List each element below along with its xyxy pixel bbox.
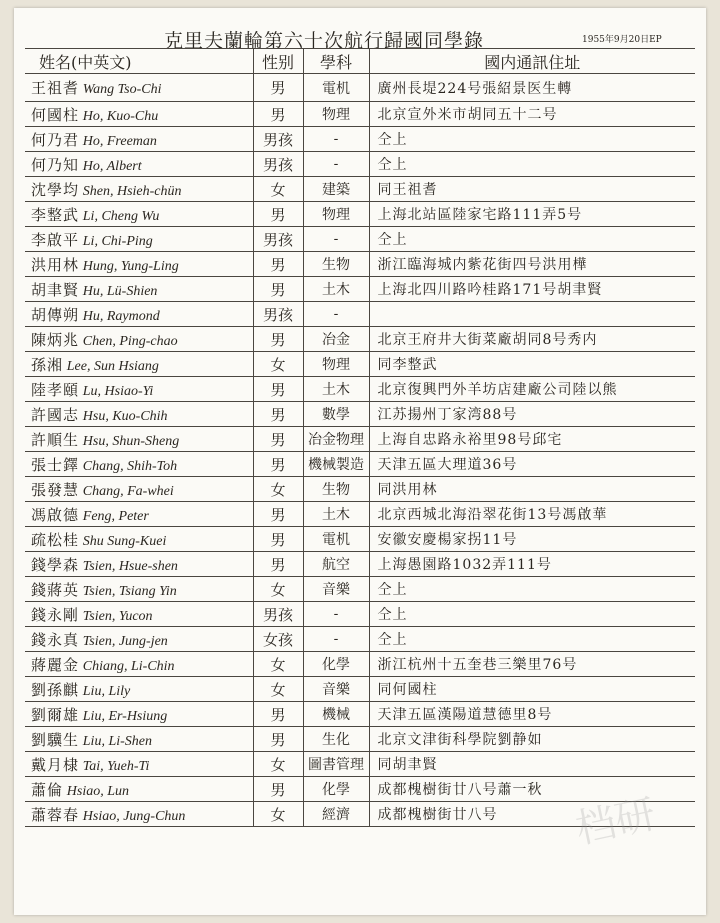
chinese-name: 李整武	[31, 205, 80, 224]
major-cell: -	[303, 127, 369, 152]
column-header-address: 國内通訊住址	[369, 49, 695, 74]
table-row	[25, 727, 695, 752]
major-cell: 物理	[303, 202, 369, 227]
table-row	[25, 752, 695, 777]
sex-cell: 女孩	[253, 627, 303, 652]
major-cell: 生物	[303, 477, 369, 502]
table-row	[25, 227, 695, 252]
name-cell	[25, 377, 253, 402]
sex-cell: 女	[253, 577, 303, 602]
sex-cell: 男孩	[253, 227, 303, 252]
table-row	[25, 627, 695, 652]
romanized-name: Feng, Peter	[82, 508, 149, 524]
document-title: 克里夫蘭輪第六十次航行歸國同學錄	[164, 30, 485, 52]
chinese-name: 張士鐸	[31, 455, 80, 474]
sex-cell: 女	[253, 652, 303, 677]
address-cell: 仝上	[369, 602, 695, 627]
major-cell: 生物	[303, 252, 369, 277]
name-cell	[25, 352, 253, 377]
address-cell: 天津五區大理道36号	[369, 452, 695, 477]
sex-cell: 男	[253, 502, 303, 527]
sex-cell: 男	[253, 427, 303, 452]
roster-table	[25, 48, 695, 827]
chinese-name: 劉爾雄	[31, 705, 80, 724]
romanized-name: Tsien, Yucon	[82, 608, 153, 624]
name-cell	[25, 302, 253, 327]
address-cell: 同王祖耆	[369, 177, 695, 202]
romanized-name: Ho, Freeman	[82, 133, 157, 149]
sex-cell: 男	[253, 102, 303, 127]
name-cell	[25, 502, 253, 527]
major-cell: 音樂	[303, 677, 369, 702]
romanized-name: Ho, Kuo-Chu	[82, 108, 159, 124]
romanized-name: Ho, Albert	[82, 158, 142, 174]
sex-cell: 男孩	[253, 127, 303, 152]
major-cell: 生化	[303, 727, 369, 752]
romanized-name: Hsiao, Lun	[66, 783, 129, 799]
romanized-name: Hu, Raymond	[82, 308, 160, 324]
address-cell: 天津五區漢陽道慧德里8号	[369, 702, 695, 727]
major-cell: 數學	[303, 402, 369, 427]
romanized-name: Chang, Shih-Toh	[82, 458, 178, 474]
chinese-name: 胡傳朔	[31, 305, 80, 324]
sex-cell: 男	[253, 552, 303, 577]
chinese-name: 劉孫麒	[31, 680, 80, 699]
address-cell: 北京復興門外羊坊店建廠公司陸以熊	[369, 377, 695, 402]
sex-cell: 男孩	[253, 302, 303, 327]
column-header-sex: 性别	[253, 49, 303, 74]
major-cell: 物理	[303, 102, 369, 127]
romanized-name: Tai, Yueh-Ti	[82, 758, 150, 774]
name-cell	[25, 702, 253, 727]
sex-cell: 男	[253, 527, 303, 552]
address-cell: 北京西城北海沿翠花街13号馮啟華	[369, 502, 695, 527]
name-cell	[25, 452, 253, 477]
chinese-name: 何乃知	[31, 155, 80, 174]
major-cell: -	[303, 152, 369, 177]
table-row	[25, 652, 695, 677]
table-row	[25, 477, 695, 502]
table-row	[25, 377, 695, 402]
table-row	[25, 527, 695, 552]
name-cell	[25, 202, 253, 227]
name-cell	[25, 777, 253, 802]
romanized-name: Chang, Fa-whei	[82, 483, 174, 499]
name-cell	[25, 527, 253, 552]
table-row	[25, 552, 695, 577]
chinese-name: 許國志	[31, 405, 80, 424]
address-cell: 上海愚園路1032弄111号	[369, 552, 695, 577]
chinese-name: 沈學均	[31, 180, 80, 199]
name-cell	[25, 127, 253, 152]
address-cell	[369, 302, 695, 327]
name-cell	[25, 727, 253, 752]
romanized-name: Tsien, Jung-jen	[82, 633, 168, 649]
sex-cell: 男	[253, 74, 303, 102]
major-cell: 土木	[303, 502, 369, 527]
table-row	[25, 202, 695, 227]
romanized-name: Liu, Er-Hsiung	[82, 708, 168, 724]
table-row	[25, 252, 695, 277]
romanized-name: Li, Cheng Wu	[82, 208, 160, 224]
name-cell	[25, 577, 253, 602]
major-cell: 音樂	[303, 577, 369, 602]
document-date: 1955年9月20日EP	[582, 35, 662, 45]
sex-cell: 女	[253, 752, 303, 777]
address-cell: 廣州長堤224号張紹景医生轉	[369, 74, 695, 102]
major-cell: -	[303, 602, 369, 627]
romanized-name: Hu, Lü-Shien	[82, 283, 158, 299]
major-cell: 土木	[303, 277, 369, 302]
major-cell: 冶金	[303, 327, 369, 352]
name-cell	[25, 627, 253, 652]
chinese-name: 錢永剛	[31, 605, 80, 624]
major-cell: -	[303, 227, 369, 252]
chinese-name: 王祖耆	[31, 79, 80, 97]
address-cell: 成都槐樹街廿八号	[369, 802, 695, 827]
romanized-name: Liu, Li-Shen	[82, 733, 152, 749]
romanized-name: Hung, Yung-Ling	[82, 258, 179, 274]
name-cell	[25, 477, 253, 502]
sex-cell: 男	[253, 777, 303, 802]
address-cell: 仝上	[369, 227, 695, 252]
name-cell	[25, 327, 253, 352]
address-cell: 上海北四川路吟桂路171号胡聿賢	[369, 277, 695, 302]
table-row	[25, 502, 695, 527]
major-cell: 機械製造	[303, 452, 369, 477]
table-row	[25, 177, 695, 202]
romanized-name: Shu Sung-Kuei	[82, 533, 167, 549]
sex-cell: 男	[253, 452, 303, 477]
name-cell	[25, 74, 253, 102]
address-cell: 仝上	[369, 627, 695, 652]
sex-cell: 女	[253, 677, 303, 702]
romanized-name: Hsiao, Jung-Chun	[82, 808, 186, 824]
name-cell	[25, 552, 253, 577]
table-row	[25, 302, 695, 327]
name-cell	[25, 802, 253, 827]
name-cell	[25, 227, 253, 252]
name-cell	[25, 602, 253, 627]
header-row	[25, 49, 695, 74]
address-cell: 北京王府井大街菜廠胡同8号秀内	[369, 327, 695, 352]
name-cell	[25, 252, 253, 277]
major-cell: 機械	[303, 702, 369, 727]
table-row	[25, 152, 695, 177]
romanized-name: Lu, Hsiao-Yi	[82, 383, 154, 399]
table-row	[25, 74, 695, 102]
sex-cell: 女	[253, 352, 303, 377]
major-cell: 圖書管理	[303, 752, 369, 777]
name-cell	[25, 152, 253, 177]
romanized-name: Hsu, Kuo-Chih	[82, 408, 168, 424]
chinese-name: 何國柱	[31, 105, 80, 124]
chinese-name: 孫湘	[31, 355, 64, 374]
table-row	[25, 102, 695, 127]
address-cell: 同何國柱	[369, 677, 695, 702]
sex-cell: 男	[253, 252, 303, 277]
romanized-name: Lee, Sun Hsiang	[66, 358, 159, 374]
chinese-name: 錢學森	[31, 555, 80, 574]
name-cell	[25, 177, 253, 202]
address-cell: 北京宣外米市胡同五十二号	[369, 102, 695, 127]
address-cell: 同胡聿賢	[369, 752, 695, 777]
name-cell	[25, 652, 253, 677]
name-cell	[25, 427, 253, 452]
chinese-name: 劉驥生	[31, 730, 80, 749]
address-cell: 浙江臨海城内紫花街四号洪用樺	[369, 252, 695, 277]
major-cell: 電机	[303, 527, 369, 552]
address-cell: 江苏揚州丁家湾88号	[369, 402, 695, 427]
major-cell: 航空	[303, 552, 369, 577]
table-row	[25, 352, 695, 377]
address-cell: 同洪用林	[369, 477, 695, 502]
chinese-name: 李啟平	[31, 230, 80, 249]
chinese-name: 蔣麗金	[31, 655, 80, 674]
major-cell: 化學	[303, 652, 369, 677]
sex-cell: 男	[253, 277, 303, 302]
major-cell: 物理	[303, 352, 369, 377]
romanized-name: Hsu, Shun-Sheng	[82, 433, 180, 449]
romanized-name: Chen, Ping-chao	[82, 333, 178, 349]
major-cell: 土木	[303, 377, 369, 402]
table-row	[25, 327, 695, 352]
chinese-name: 錢永真	[31, 630, 80, 649]
address-cell: 上海自忠路永裕里98号邱宅	[369, 427, 695, 452]
address-cell: 安徽安慶楊家拐11号	[369, 527, 695, 552]
name-cell	[25, 102, 253, 127]
column-header-name: 姓名(中英文)	[25, 49, 253, 74]
major-cell: 冶金物理	[303, 427, 369, 452]
name-cell	[25, 402, 253, 427]
romanized-name: Shen, Hsieh-chün	[82, 183, 182, 199]
romanized-name: Li, Chi-Ping	[82, 233, 153, 249]
address-cell: 浙江杭州十五奎巷三樂里76号	[369, 652, 695, 677]
chinese-name: 許順生	[31, 430, 80, 449]
chinese-name: 馮啟德	[31, 505, 80, 524]
watermark: 档研	[571, 791, 660, 853]
major-cell: -	[303, 302, 369, 327]
table-row	[25, 427, 695, 452]
name-cell	[25, 752, 253, 777]
table-row	[25, 402, 695, 427]
sex-cell: 男孩	[253, 152, 303, 177]
address-cell: 上海北站區陸家宅路111弄5号	[369, 202, 695, 227]
address-cell: 仝上	[369, 577, 695, 602]
major-cell: -	[303, 627, 369, 652]
address-cell: 同李整武	[369, 352, 695, 377]
address-cell: 仝上	[369, 127, 695, 152]
sex-cell: 男孩	[253, 602, 303, 627]
sex-cell: 男	[253, 702, 303, 727]
sex-cell: 男	[253, 377, 303, 402]
chinese-name: 蕭蓉春	[31, 805, 80, 824]
table-row	[25, 127, 695, 152]
major-cell: 化學	[303, 777, 369, 802]
sex-cell: 男	[253, 402, 303, 427]
table-row	[25, 452, 695, 477]
name-cell	[25, 677, 253, 702]
chinese-name: 蕭倫	[31, 780, 64, 799]
chinese-name: 疏松桂	[31, 530, 80, 549]
address-cell: 北京文津街科學院劉静如	[369, 727, 695, 752]
romanized-name: Chiang, Li-Chin	[82, 658, 175, 674]
name-cell	[25, 277, 253, 302]
table-row	[25, 702, 695, 727]
major-cell: 建築	[303, 177, 369, 202]
address-cell: 仝上	[369, 152, 695, 177]
sex-cell: 男	[253, 727, 303, 752]
roster-body	[25, 74, 695, 827]
chinese-name: 何乃君	[31, 130, 80, 149]
chinese-name: 張發慧	[31, 480, 80, 499]
romanized-name: Tsien, Hsue-shen	[82, 558, 178, 574]
romanized-name: Wang Tso-Chi	[82, 82, 162, 97]
sex-cell: 女	[253, 477, 303, 502]
table-row	[25, 577, 695, 602]
chinese-name: 錢蔣英	[31, 580, 80, 599]
table-row	[25, 602, 695, 627]
table-row	[25, 277, 695, 302]
sex-cell: 女	[253, 802, 303, 827]
romanized-name: Tsien, Tsiang Yin	[82, 583, 177, 599]
table-row	[25, 677, 695, 702]
chinese-name: 陳炳兆	[31, 330, 80, 349]
chinese-name: 戴月棣	[31, 755, 80, 774]
column-header-major: 學科	[303, 49, 369, 74]
major-cell: 經濟	[303, 802, 369, 827]
address-cell: 成都槐樹街廿八号蕭一秋	[369, 777, 695, 802]
chinese-name: 陸孝頤	[31, 380, 80, 399]
chinese-name: 洪用林	[31, 255, 80, 274]
chinese-name: 胡聿賢	[31, 280, 80, 299]
sex-cell: 男	[253, 327, 303, 352]
romanized-name: Liu, Lily	[82, 683, 131, 699]
sex-cell: 女	[253, 177, 303, 202]
sex-cell: 男	[253, 202, 303, 227]
major-cell: 電机	[303, 74, 369, 102]
